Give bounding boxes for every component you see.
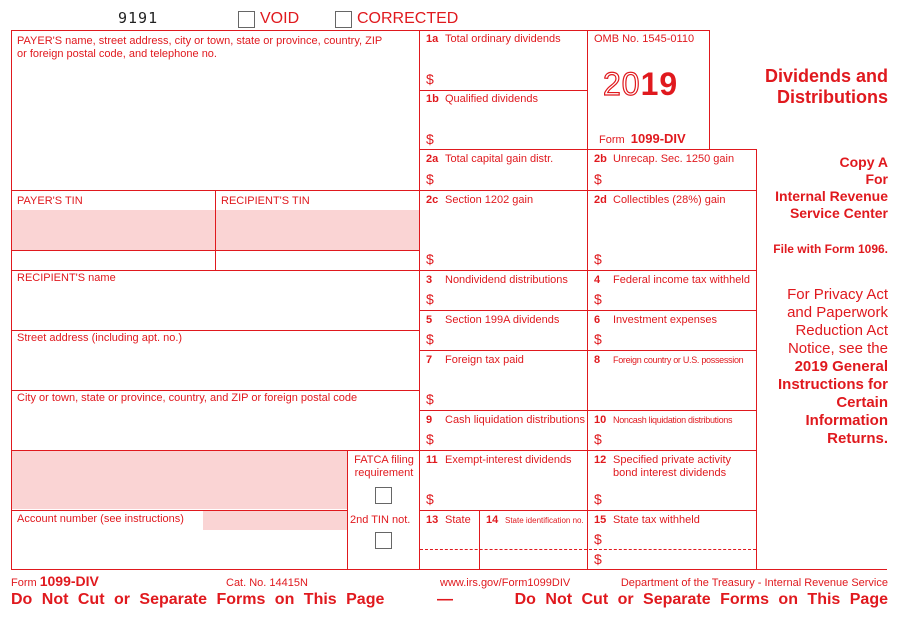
box-3-dollar: $ xyxy=(426,291,434,307)
payer-info-label: PAYER'S name, street address, city or town, state or province, country, ZIP or foreign postal code, and telephone no. xyxy=(17,35,383,60)
box-2b-dollar: $ xyxy=(594,171,602,187)
department-label: Department of the Treasury - Internal Revenue Service xyxy=(620,577,888,589)
box-1b-label: 1b Qualified dividends xyxy=(426,93,538,105)
void-checkbox[interactable] xyxy=(238,11,255,28)
box-12-dollar: $ xyxy=(594,491,602,507)
box-6-label: 6 Investment expenses xyxy=(594,314,717,326)
privacy-notice: For Privacy Act and Paperwork Reduction Act Notice, see the 2019 General Instructions for Certain Information Returns. xyxy=(777,286,888,447)
street-address-label: Street address (including apt. no.) xyxy=(17,332,183,344)
footer-form-name: Form 1099-DIV xyxy=(11,573,99,589)
box-4-label: 4 Federal income tax withheld xyxy=(594,274,750,286)
box-6-dollar: $ xyxy=(594,331,602,347)
box-2b-label: 2b Unrecap. Sec. 1250 gain xyxy=(594,153,735,165)
payer-tin-label: PAYER'S TIN xyxy=(17,195,83,207)
box-11-label: 11 Exempt-interest dividends xyxy=(426,454,572,466)
box-2d-label: 2d Collectibles (28%) gain xyxy=(594,194,726,206)
box-7-dollar: $ xyxy=(426,391,434,407)
corrected-checkbox[interactable] xyxy=(335,11,352,28)
box-14-label: 14 State identification no. xyxy=(486,514,584,526)
account-number-label: Account number (see instructions) xyxy=(17,513,184,525)
box-9-dollar: $ xyxy=(426,431,434,447)
box-2c-label: 2c Section 1202 gain xyxy=(426,194,534,206)
fatca-checkbox[interactable] xyxy=(375,487,392,504)
box-15-label: 15 State tax withheld xyxy=(594,514,700,526)
box-13-label: 13 State xyxy=(426,514,471,526)
second-tin-checkbox[interactable] xyxy=(375,532,392,549)
recipient-name-label: RECIPIENT'S name xyxy=(17,272,116,284)
box-1a-dollar: $ xyxy=(426,71,434,87)
box-9-label: 9 Cash liquidation distributions xyxy=(426,414,586,426)
box-1b-dollar: $ xyxy=(426,131,434,147)
irs-url: www.irs.gov/Form1099DIV xyxy=(440,577,571,589)
box-15-dollar-2: $ xyxy=(594,551,602,567)
form-code: 9191 xyxy=(118,9,159,27)
void-label: VOID xyxy=(260,10,300,27)
box-10-dollar: $ xyxy=(594,431,602,447)
box-8-label: 8 Foreign country or U.S. possession xyxy=(594,354,744,366)
recipient-tin-label: RECIPIENT'S TIN xyxy=(221,195,310,207)
box-5-dollar: $ xyxy=(426,331,434,347)
box-2c-dollar: $ xyxy=(426,251,434,267)
box-2a-dollar: $ xyxy=(426,171,434,187)
tax-year: 2019 xyxy=(603,66,679,102)
file-with-label: File with Form 1096. xyxy=(773,242,888,256)
copy-a-block: Copy A For Internal Revenue Service Center xyxy=(775,154,888,221)
box-12-label: 12 Specified private activity bond interest dividends xyxy=(594,454,731,479)
second-tin-label: 2nd TIN not. xyxy=(350,514,411,526)
box-2d-dollar: $ xyxy=(594,251,602,267)
corrected-label: CORRECTED xyxy=(357,10,459,27)
account-shaded xyxy=(203,510,347,530)
box-5-label: 5 Section 199A dividends xyxy=(426,314,560,326)
footer-dash: — xyxy=(437,591,453,608)
do-not-cut-left: Do Not Cut or Separate Forms on This Page xyxy=(11,591,385,608)
box-15-dollar-1: $ xyxy=(594,531,602,547)
form-title: Dividends and Distributions xyxy=(764,66,888,107)
box-2a-label: 2a Total capital gain distr. xyxy=(426,153,554,165)
fatca-label: FATCA filing requirement xyxy=(354,454,414,479)
box-7-label: 7 Foreign tax paid xyxy=(426,354,524,366)
box-10-label: 10 Noncash liquidation distributions xyxy=(594,414,733,426)
box-1a-label: 1a Total ordinary dividends xyxy=(426,33,561,45)
recipient-tin-input[interactable] xyxy=(216,210,419,250)
omb-number: OMB No. 1545-0110 xyxy=(594,33,695,45)
box-11-dollar: $ xyxy=(426,491,434,507)
payer-tin-input[interactable] xyxy=(12,210,215,250)
box-4-dollar: $ xyxy=(594,291,602,307)
do-not-cut-right: Do Not Cut or Separate Forms on This Page xyxy=(514,591,888,608)
shaded-area xyxy=(12,451,347,509)
city-label: City or town, state or province, country, and ZIP or foreign postal code xyxy=(17,392,358,404)
form-name-label: Form 1099-DIV xyxy=(599,131,686,146)
cat-number: Cat. No. 14415N xyxy=(226,577,308,589)
box-3-label: 3 Nondividend distributions xyxy=(426,274,568,286)
